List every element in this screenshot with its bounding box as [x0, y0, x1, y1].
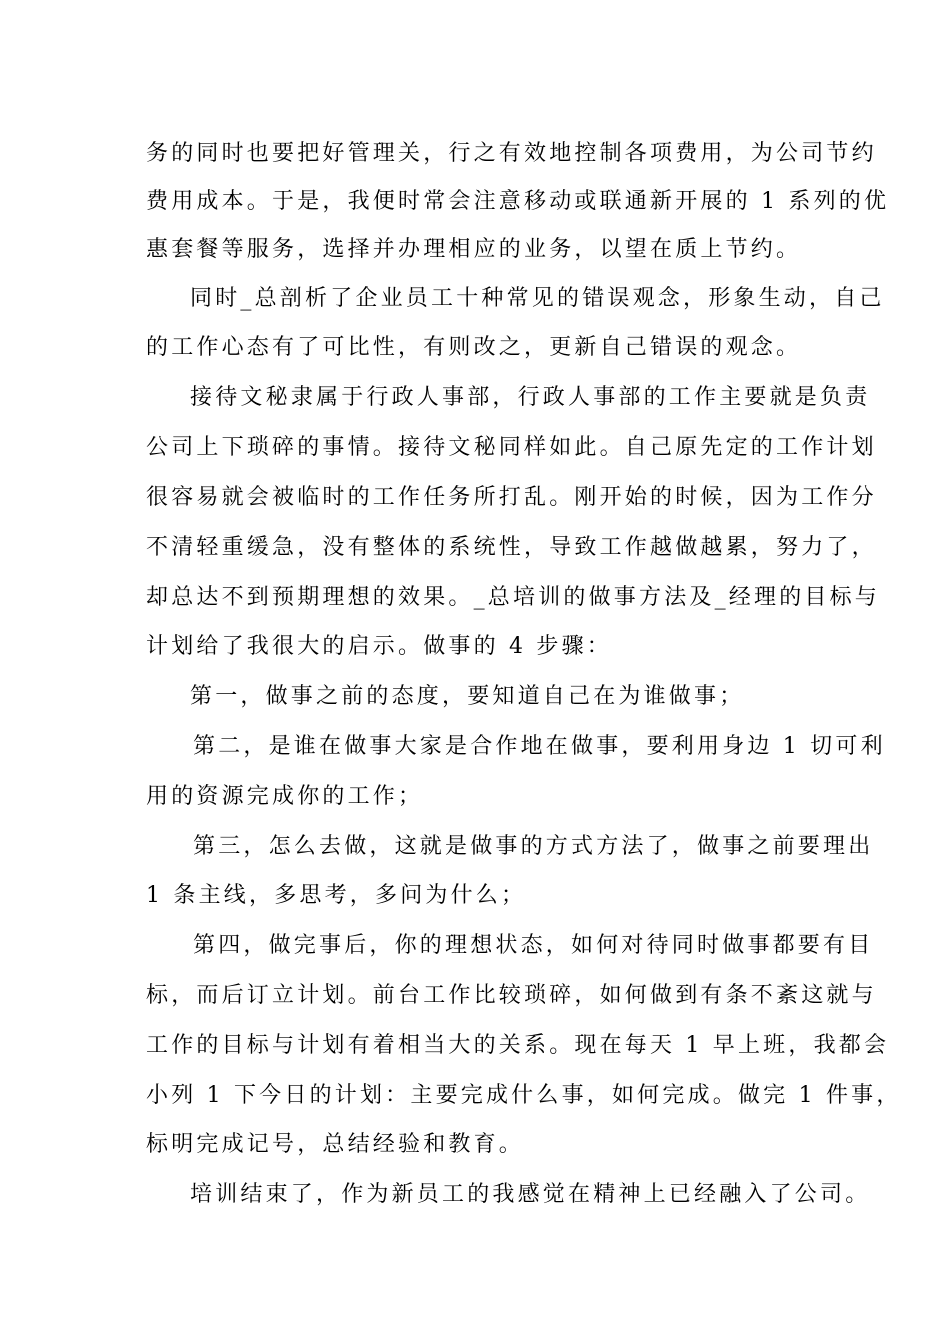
text-line: 标明完成记号，总结经验和教育。: [146, 1132, 525, 1157]
text-line: 的工作心态有了可比性，有则改之，更新自己错误的观念。: [146, 335, 802, 360]
text-line: 工作的目标与计划有着相当大的关系。现在每天 1 早上班，我都会: [146, 1033, 890, 1058]
text-line: 很容易就会被临时的工作任务所打乱。刚开始的时候，因为工作分: [146, 485, 877, 510]
text-line: 务的同时也要把好管理关，行之有效地控制各项费用，为公司节约: [146, 141, 877, 166]
text-line: 惠套餐等服务，选择并办理相应的业务，以望在质上节约。: [146, 237, 802, 262]
text-line: 标，而后订立计划。前台工作比较琐碎，如何做到有条不紊这就与: [146, 983, 877, 1008]
paragraph-first-line: 接待文秘隶属于行政人事部，行政人事部的工作主要就是负责: [190, 385, 871, 410]
text-line: 公司上下琐碎的事情。接待文秘同样如此。自己原先定的工作计划: [146, 435, 877, 460]
text-line: 却总达不到预期理想的效果。_总培训的做事方法及_经理的目标与: [146, 585, 881, 610]
paragraph-first-line: 培训结束了，作为新员工的我感觉在精神上已经融入了公司。: [190, 1182, 871, 1207]
text-line: 小列 1 下今日的计划：主要完成什么事，如何完成。做完 1 件事，: [146, 1083, 902, 1108]
step-two-line: 第二，是谁在做事大家是合作地在做事，要利用身边 1 切可利: [193, 734, 886, 759]
text-line: 费用成本。于是，我便时常会注意移动或联通新开展的 1 系列的优: [146, 189, 890, 214]
step-three-line: 第三，怎么去做，这就是做事的方式方法了，做事之前要理出: [193, 834, 874, 859]
text-line: 用的资源完成你的工作；: [146, 784, 424, 809]
text-line: 1 条主线，多思考，多问为什么；: [146, 883, 527, 908]
text-line: 不清轻重缓急，没有整体的系统性，导致工作越做越累，努力了，: [146, 535, 877, 560]
step-four-line: 第四，做完事后，你的理想状态，如何对待同时做事都要有目: [193, 933, 874, 958]
text-line: 计划给了我很大的启示。做事的 4 步骤：: [146, 634, 612, 659]
step-one-line: 第一，做事之前的态度，要知道自己在为谁做事；: [190, 684, 745, 709]
paragraph-first-line: 同时_总剖析了企业员工十种常见的错误观念，形象生动，自己: [190, 286, 885, 311]
